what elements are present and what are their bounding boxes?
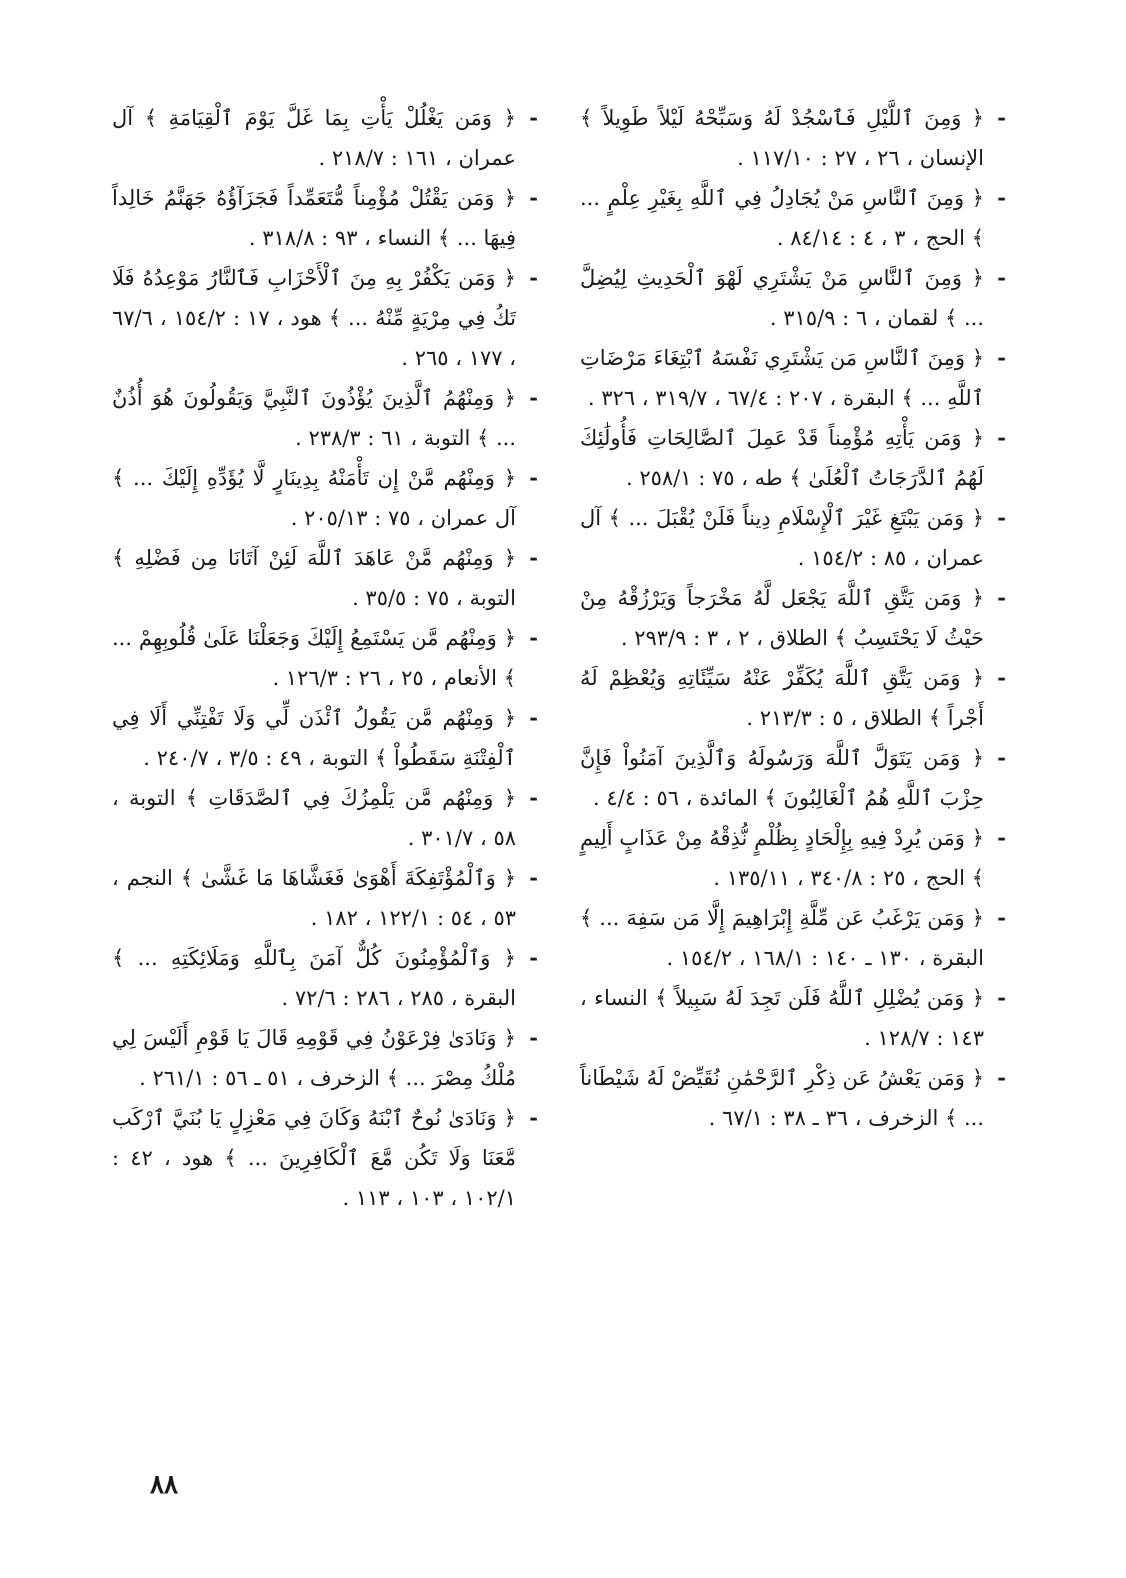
entry-dash: - (997, 905, 1006, 930)
index-entry (112, 538, 538, 618)
entry-dash: - (997, 505, 1006, 530)
page-number: ٨٨ (150, 1470, 178, 1500)
index-entry (580, 738, 1006, 818)
entry-dash: - (529, 1025, 538, 1050)
entry-dash: - (997, 105, 1006, 130)
entry-text: ﴿ وَمَن يَبْتَغِ غَيْرَ ٱلْإِسْلَامِ دِيناً فَلَنْ يُقْبَلَ ... ﴾ آل عمران ، ٨٥ : ١٥٤/٢ . (580, 506, 984, 570)
entry-text: ﴿ وَمَن يَتَّقِ ٱللَّهَ يَجْعَل لَّهُ مَخْرَجاً وَيَرْزُقْهُ مِنْ حَيْثُ لَا يَحْتَسِبُ ﴾ الطلاق ، ٢ ، ٣ : ٢٩٣/٩ . (580, 586, 984, 650)
entry-dash: - (529, 705, 538, 730)
entry-text: ﴿ وَمِنْهُمُ ٱلَّذِينَ يُؤْذُونَ ٱلنَّبِيَّ وَيَقُولُونَ هُوَ أُذُنٌ ... ﴾ التوبة ، ٦١ : ٢٣٨/٣ . (112, 386, 516, 450)
entry-text: ﴿ وَمَن يُرِدْ فِيهِ بِإِلْحَادٍ بِظُلْمٍ نُّذِقْهُ مِنْ عَذَابٍ أَلِيمٍ ﴾ الحج ، ٢٥ : ٣٤٠/٨ ، ١٣٥/١١ . (580, 826, 984, 890)
entry-dash: - (529, 545, 538, 570)
index-entry (112, 698, 538, 778)
index-entry (580, 418, 1006, 498)
index-entry (580, 898, 1006, 978)
index-entry (580, 578, 1006, 658)
index-entry (580, 498, 1006, 578)
entry-text: ﴿ وَمِنْهُم مَّنْ عَاهَدَ ٱللَّهَ لَئِنْ آتَانَا مِن فَضْلِهِ ﴾ التوبة ، ٧٥ : ٣٥/٥ . (112, 546, 516, 610)
entry-dash: - (997, 585, 1006, 610)
index-entry (580, 978, 1006, 1058)
index-entry (580, 98, 1006, 178)
entry-text: ﴿ وَمَن يَتَّقِ ٱللَّهَ يُكَفِّرْ عَنْهُ سَيِّئَاتِهِ وَيُعْظِمْ لَهُ أَجْراً ﴾ الطلاق ، ٥ : ٢١٣/٣ . (580, 666, 984, 730)
index-entry (112, 938, 538, 1018)
index-entry (112, 1098, 538, 1218)
entry-dash: - (997, 345, 1006, 370)
right-column (580, 98, 1006, 1138)
entry-text: ﴿ وَمِنْهُم مَّن يَلْمِزُكَ فِي ٱلصَّدَقَاتِ ﴾ التوبة ، ٥٨ ، ٣٠١/٧ . (112, 786, 516, 850)
index-entry (112, 258, 538, 378)
entry-dash: - (529, 945, 538, 970)
left-column (112, 98, 538, 1218)
entry-dash: - (997, 265, 1006, 290)
entry-text: ﴿ وَمِنَ ٱللَّيْلِ فَٱسْجُدْ لَهُ وَسَبِّحْهُ لَيْلاً طَوِيلاً ﴾ الإنسان ، ٢٦ ، ٢٧ : ١١٧/١٠ . (580, 106, 984, 170)
index-entry (580, 1058, 1006, 1138)
entry-text: ﴿ وَمَن يَكْفُرْ بِهِ مِنَ ٱلْأَحْزَابِ فَٱلنَّارُ مَوْعِدُهُ فَلَا تَكُ فِي مِرْيَةٍ مِّنْهُ ... ﴾ هود ، ١٧ : ١٥٤/٢ ، ٦٧/٦ ، ١٧٧ ، ٢٦٥ . (112, 266, 516, 370)
index-entry (580, 818, 1006, 898)
entry-dash: - (529, 105, 538, 130)
entry-dash: - (529, 385, 538, 410)
entry-text: ﴿ وَمِنْهُم مَّن يَقُولُ ٱئْذَن لِّي وَلَا تَفْتِنِّي أَلَا فِي ٱلْفِتْنَةِ سَقَطُواْ ﴾ التوبة ، ٤٩ : ٣/٥ ، ٢٤٠/٧ . (112, 706, 516, 770)
entry-text: ﴿ وَمَن يَتَوَلَّ ٱللَّهَ وَرَسُولَهُ وَٱلَّذِينَ آمَنُواْ فَإِنَّ حِزْبَ ٱللَّهِ هُمُ ٱلْغَالِبُونَ ﴾ المائدة ، ٥٦ : ٤/٤ . (580, 746, 984, 810)
index-entry (580, 178, 1006, 258)
index-entry (112, 178, 538, 258)
index-entry (112, 378, 538, 458)
entry-dash: - (997, 745, 1006, 770)
entry-dash: - (529, 785, 538, 810)
entry-dash: - (529, 265, 538, 290)
entry-dash: - (997, 1065, 1006, 1090)
entry-text: ﴿ وَمِنْهُم مَّن يَسْتَمِعُ إِلَيْكَ وَجَعَلْنَا عَلَىٰ قُلُوبِهِمْ ... ﴾ الأنعام ، ٢٥ ، ٢٦ : ١٢٦/٣ . (112, 626, 516, 690)
entry-text: ﴿ وَنَادَىٰ نُوحٌ ٱبْنَهُ وَكَانَ فِي مَعْزِلٍ يَا بُنَيَّ ٱرْكَب مَّعَنَا وَلَا تَكُن مَّعَ ٱلْكَافِرِينَ ... ﴾ هود ، ٤٢ : ١٠٢/١ ، ١٠٣ ، ١١٣ . (112, 1106, 516, 1210)
index-entry (580, 338, 1006, 418)
entry-text: ﴿ وَمِنَ ٱلنَّاسِ مَنْ يُجَادِلُ فِي ٱللَّهِ بِغَيْرِ عِلْمٍ ... ﴾ الحج ، ٣ ، ٤ : ٨٤/١٤ . (580, 186, 984, 250)
entry-text: ﴿ وَمَن يَقْتُلْ مُؤْمِناً مُّتَعَمِّداً فَجَزَآؤُهُ جَهَنَّمُ خَالِداً فِيهَا ... ﴾ النساء ، ٩٣ : ٣١٨/٨ . (112, 186, 516, 250)
entry-dash: - (529, 865, 538, 890)
entry-text: ﴿ وَنَادَىٰ فِرْعَوْنُ فِي قَوْمِهِ قَالَ يَا قَوْمِ أَلَيْسَ لِي مُلْكُ مِصْرَ ... ﴾ الزخرف ، ٥١ ـ ٥٦ : ٢٦١/١ . (112, 1026, 516, 1090)
entry-text: ﴿ وَمَن يَعْشُ عَن ذِكْرِ ٱلرَّحْمَٰنِ نُقَيِّضْ لَهُ شَيْطَاناً ... ﴾ الزخرف ، ٣٦ ـ ٣٨ : ٦٧/١ . (580, 1066, 984, 1130)
entry-dash: - (997, 665, 1006, 690)
entry-dash: - (529, 185, 538, 210)
entry-dash: - (997, 425, 1006, 450)
entry-text: ﴿ وَمِنْهُم مَّنْ إِن تَأْمَنْهُ بِدِينَارٍ لَّا يُؤَدِّهِ إِلَيْكَ ... ﴾ آل عمران ، ٧٥ : ٢٠٥/١٣ . (112, 466, 516, 530)
entry-dash: - (529, 465, 538, 490)
entry-text: ﴿ وَمَن يَغْلُلْ يَأْتِ بِمَا غَلَّ يَوْمَ ٱلْقِيَامَةِ ﴾ آل عمران ، ١٦١ : ٢١٨/٧ . (112, 106, 516, 170)
entry-dash: - (529, 625, 538, 650)
entry-dash: - (997, 985, 1006, 1010)
index-entry (112, 618, 538, 698)
entry-dash: - (997, 185, 1006, 210)
index-entry (112, 98, 538, 178)
entry-dash: - (997, 825, 1006, 850)
entry-text: ﴿ وَٱلْمُؤْتَفِكَةَ أَهْوَىٰ فَغَشَّاهَا مَا غَشَّىٰ ﴾ النجم ، ٥٣ ، ٥٤ : ١٢٢/١ ، ١٨٢ . (112, 866, 516, 930)
index-entry (112, 458, 538, 538)
entry-text: ﴿ وَمَن يَرْغَبُ عَن مِّلَّةِ إِبْرَاهِيمَ إِلَّا مَن سَفِهَ ... ﴾ البقرة ، ١٣٠ ـ ١٤٠ : ١٦٨/١ ، ١٥٤/٢ . (580, 906, 984, 970)
entry-text: ﴿ وَمَن يُضْلِلِ ٱللَّهُ فَلَن تَجِدَ لَهُ سَبِيلاً ﴾ النساء ، ١٤٣ : ١٢٨/٧ . (580, 986, 984, 1050)
entry-text: ﴿ وَمَن يَأْتِهِ مُؤْمِناً قَدْ عَمِلَ ٱلصَّالِحَاتِ فَأُولَٰئِكَ لَهُمُ ٱلدَّرَجَاتُ ٱلْعُلَىٰ ﴾ طه ، ٧٥ : ٢٥٨/١ . (580, 426, 984, 490)
index-entry (112, 858, 538, 938)
index-entry (580, 258, 1006, 338)
entry-text: ﴿ وَمِنَ ٱلنَّاسِ مَن يَشْتَرِي نَفْسَهُ ٱبْتِغَاءَ مَرْضَاتِ ٱللَّهِ ... ﴾ البقرة ، ٢٠٧ : ٦٧/٤ ، ٣١٩/٧ ، ٣٢٦ . (580, 346, 984, 410)
entry-dash: - (529, 1105, 538, 1130)
index-entry (112, 1018, 538, 1098)
index-entry (112, 778, 538, 858)
index-entry (580, 658, 1006, 738)
entry-text: ﴿ وَمِنَ ٱلنَّاسِ مَنْ يَشْتَرِي لَهْوَ ٱلْحَدِيثِ لِيُضِلَّ ... ﴾ لقمان ، ٦ : ٣١٥/٩ . (580, 266, 984, 330)
entry-text: ﴿ وَٱلْمُؤْمِنُونَ كُلٌّ آمَنَ بِٱللَّهِ وَمَلَائِكَتِهِ ... ﴾ البقرة ، ٢٨٥ ، ٢٨٦ : ٧٢/٦ . (112, 946, 516, 1010)
